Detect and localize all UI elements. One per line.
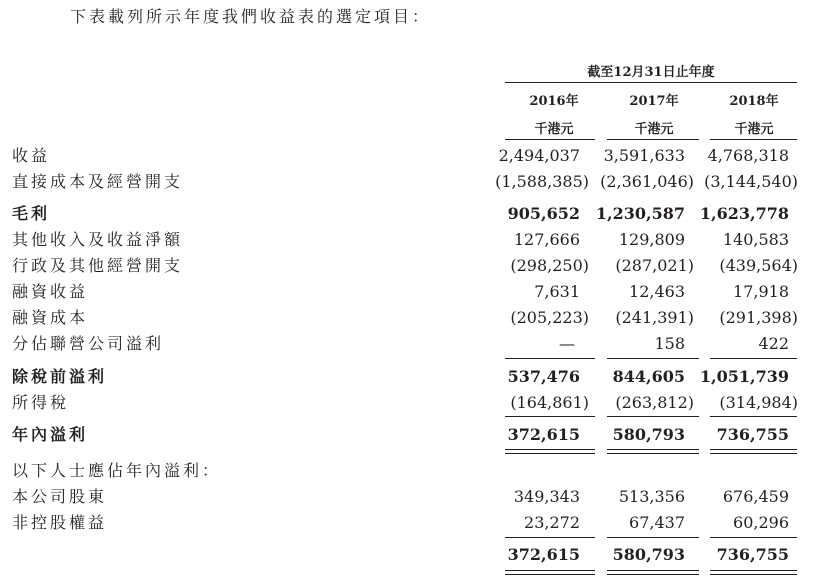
value-2016: 537,476 [507,367,580,386]
row-label: 收益 [12,146,51,165]
value-2018: 1,623,778 [699,204,789,223]
table-row-owners-of-company [0,484,818,510]
value-2018: (439,564) [719,256,798,275]
value-2017: 513,356 [618,487,685,506]
value-2016: (1,588,385) [495,172,589,191]
value-2016: — [559,334,575,353]
period-rule [505,82,797,83]
row-label: 以下人士應佔年內溢利： [12,461,222,480]
row-label: 除稅前溢利 [12,367,108,386]
table-row-other-income [0,227,818,253]
column-year-2017: 2017年 [629,94,679,109]
total-double-rule-2016 [505,449,595,454]
column-unit-2016: 千港元 [534,122,574,137]
table-row-finance-costs [0,305,818,331]
value-2018: 736,755 [716,545,789,564]
table-row-attributable-heading [0,458,818,484]
value-2016: (298,250) [510,256,589,275]
value-2018: (3,144,540) [704,172,798,191]
table-row-revenue [0,143,818,169]
tax-rule-2018 [710,416,797,417]
row-label: 所得稅 [12,393,70,412]
period-header: 截至12月31日止年度 [587,65,715,80]
column-unit-2017: 千港元 [634,122,674,137]
row-label: 非控股權益 [12,513,108,532]
value-2018: 140,583 [722,230,789,249]
value-2016: (164,861) [510,393,589,412]
value-2016: (205,223) [510,308,589,327]
subtotal-rule-2018 [710,358,797,359]
value-2018: 17,918 [733,282,789,301]
table-row-profit-for-year [0,422,818,448]
value-2017: 158 [654,334,685,353]
value-2018: 422 [758,334,789,353]
table-row-non-controlling-interests [0,510,818,536]
row-label: 融資收益 [12,282,89,301]
header-rule-2017 [607,139,699,140]
value-2017: (263,812) [615,393,694,412]
value-2016: 372,615 [507,425,580,444]
table-row-income-tax [0,390,818,416]
table-row-finance-income [0,279,818,305]
value-2016: 372,615 [507,545,580,564]
column-year-2016: 2016年 [529,94,579,109]
total-double-rule-2018 [710,449,797,454]
final-double-rule-2018 [710,570,797,575]
table-row-direct-costs [0,169,818,195]
subtotal-rule-2017 [607,358,699,359]
value-2018: 1,051,739 [699,367,789,386]
value-2018: 60,296 [733,513,789,532]
value-2016: 7,631 [534,282,580,301]
column-unit-2018: 千港元 [734,122,774,137]
value-2016: 905,652 [507,204,580,223]
row-label: 毛利 [12,204,51,223]
value-2017: (2,361,046) [600,172,694,191]
subtotal-rule-2016 [505,358,595,359]
value-2016: 127,666 [513,230,580,249]
tax-rule-2017 [607,416,699,417]
value-2018: 4,768,318 [707,146,789,165]
table-row-admin-expenses [0,253,818,279]
column-year-2018: 2018年 [729,94,779,109]
value-2018: 676,459 [722,487,789,506]
attrib-rule-2016 [505,537,595,538]
row-label: 本公司股東 [12,487,108,506]
value-2017: 844,605 [612,367,685,386]
value-2018: (314,984) [719,393,798,412]
header-rule-2016 [505,139,595,140]
value-2017: 580,793 [612,425,685,444]
intro-text: 下表載列所示年度我們收益表的選定項目： [70,7,432,26]
value-2017: 3,591,633 [603,146,685,165]
value-2017: (287,021) [615,256,694,275]
final-double-rule-2017 [607,570,699,575]
row-label: 直接成本及經營開支 [12,172,184,191]
value-2016: 349,343 [513,487,580,506]
row-label: 分佔聯營公司溢利 [12,334,165,353]
row-label: 融資成本 [12,308,89,327]
table-row-attributable-total [0,542,818,568]
tax-rule-2016 [505,416,595,417]
value-2018: 736,755 [716,425,789,444]
header-rule-2018 [710,139,797,140]
row-label: 年內溢利 [12,425,89,444]
value-2016: 2,494,037 [498,146,580,165]
total-double-rule-2017 [607,449,699,454]
value-2018: (291,398) [719,308,798,327]
value-2016: 23,272 [524,513,580,532]
table-row-profit-before-tax [0,364,818,390]
final-double-rule-2016 [505,570,595,575]
table-row-share-of-associate [0,331,818,357]
table-row-gross-profit [0,201,818,227]
row-label: 其他收入及收益淨額 [12,230,184,249]
attrib-rule-2018 [710,537,797,538]
value-2017: 129,809 [618,230,685,249]
value-2017: 67,437 [629,513,685,532]
attrib-rule-2017 [607,537,699,538]
row-label: 行政及其他經營開支 [12,256,184,275]
value-2017: 12,463 [629,282,685,301]
value-2017: 580,793 [612,545,685,564]
value-2017: 1,230,587 [595,204,685,223]
value-2017: (241,391) [615,308,694,327]
